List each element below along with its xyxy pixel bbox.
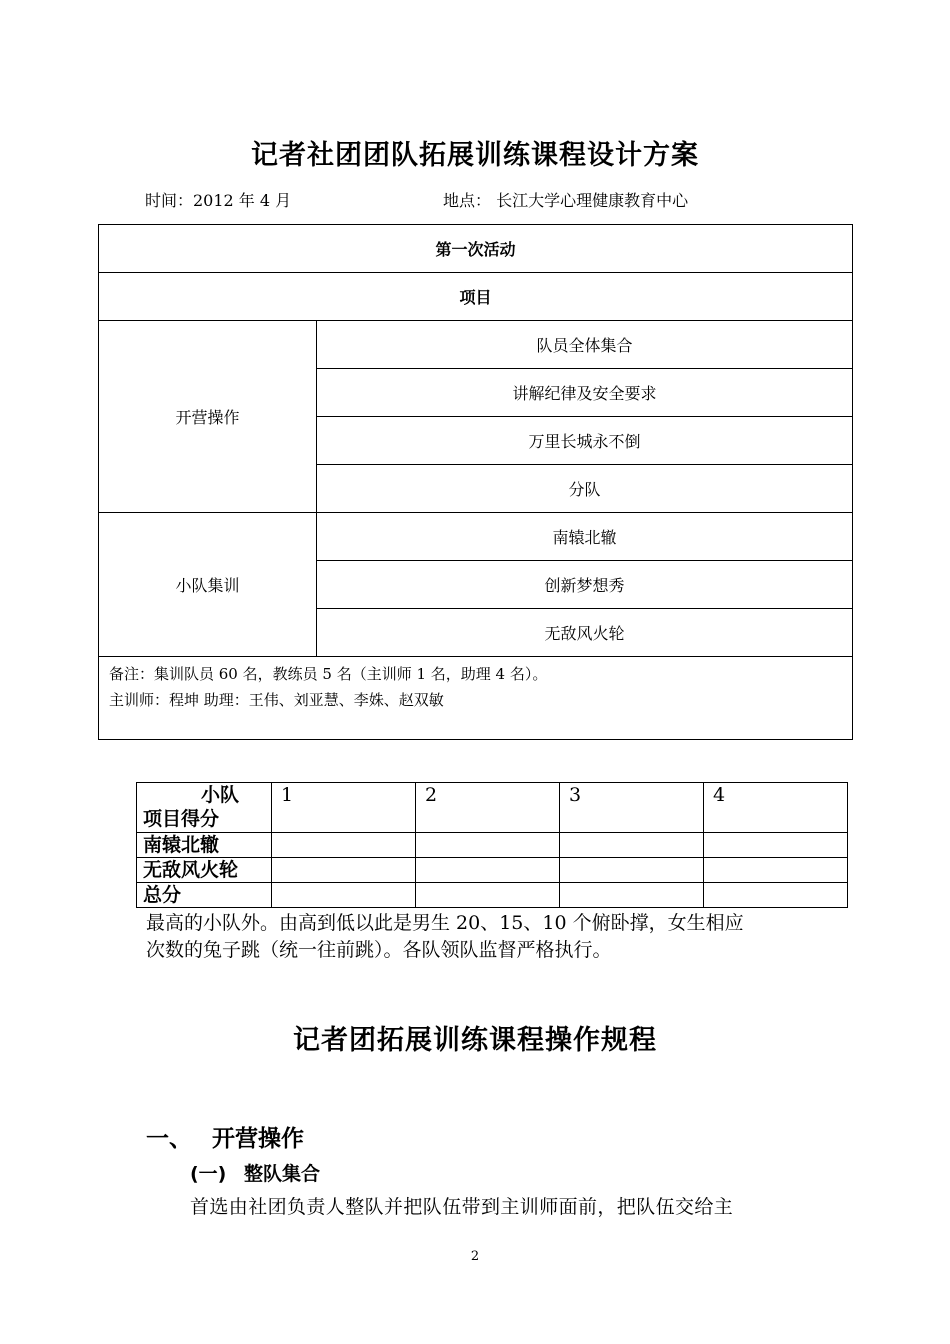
score-corner-cell — [137, 783, 272, 833]
group-label: 小队集训 — [99, 513, 317, 657]
project-item: 万里长城永不倒 — [317, 417, 853, 465]
score-cell — [704, 858, 848, 883]
heading-text: 整队集合 — [244, 1163, 321, 1185]
meta-time: 时间：2012 年 4 月 — [145, 191, 292, 210]
plan-table — [98, 224, 853, 740]
score-cell — [416, 833, 560, 858]
heading-level-1 — [146, 1120, 304, 1153]
page-number: 2 — [470, 1249, 480, 1264]
project-item: 分队 — [317, 465, 853, 513]
activity-header: 第一次活动 — [99, 225, 853, 273]
score-row-label: 总分 — [137, 883, 272, 908]
team-header: 4 — [704, 783, 848, 833]
score-cell — [416, 858, 560, 883]
score-row-label: 南辕北辙 — [137, 833, 272, 858]
score-cell — [704, 833, 848, 858]
paragraph-line: 最高的小队外。由高到低以此是男生 20、15、10 个俯卧撑，女生相应 — [146, 912, 744, 934]
paragraph-line: 次数的兔子跳（统一往前跳）。各队领队监督严格执行。 — [146, 939, 612, 961]
team-header: 3 — [560, 783, 704, 833]
score-cell — [272, 833, 416, 858]
note-cell — [99, 657, 853, 740]
corner-top-label: 小队 — [201, 784, 240, 806]
page-title: 记者社团团队拓展训练课程设计方案 — [251, 140, 699, 171]
score-row-label: 无敌风火轮 — [137, 858, 272, 883]
heading-level-2 — [190, 1159, 320, 1186]
group-label: 开营操作 — [99, 321, 317, 513]
heading-number: (一) — [190, 1163, 227, 1185]
project-item: 无敌风火轮 — [317, 609, 853, 657]
project-item: 创新梦想秀 — [317, 561, 853, 609]
project-item: 队员全体集合 — [317, 321, 853, 369]
body-text: 首选由社团负责人整队并把队伍带到主训师面前，把队伍交给主 — [190, 1196, 734, 1218]
team-header: 1 — [272, 783, 416, 833]
section-title: 记者团拓展训练课程操作规程 — [293, 1025, 657, 1056]
score-cell — [560, 858, 704, 883]
team-header: 2 — [416, 783, 560, 833]
score-cell — [560, 833, 704, 858]
project-item: 南辕北辙 — [317, 513, 853, 561]
score-table — [136, 782, 848, 908]
score-cell — [704, 883, 848, 908]
score-cell — [272, 858, 416, 883]
score-cell — [272, 883, 416, 908]
project-header: 项目 — [99, 273, 853, 321]
corner-bottom-label: 项目得分 — [143, 808, 220, 830]
project-item: 讲解纪律及安全要求 — [317, 369, 853, 417]
heading-number: 一、 — [146, 1126, 192, 1152]
score-cell — [560, 883, 704, 908]
note-line: 备注：集训队员 60 名，教练员 5 名（主训师 1 名，助理 4 名）。 — [109, 665, 548, 683]
paragraph — [146, 910, 826, 964]
note-line: 主训师：程坤 助理：王伟、刘亚慧、李姝、赵双敏 — [109, 691, 444, 709]
score-cell — [416, 883, 560, 908]
meta-location: 地点： 长江大学心理健康教育中心 — [443, 191, 689, 210]
heading-text: 开营操作 — [212, 1126, 304, 1152]
